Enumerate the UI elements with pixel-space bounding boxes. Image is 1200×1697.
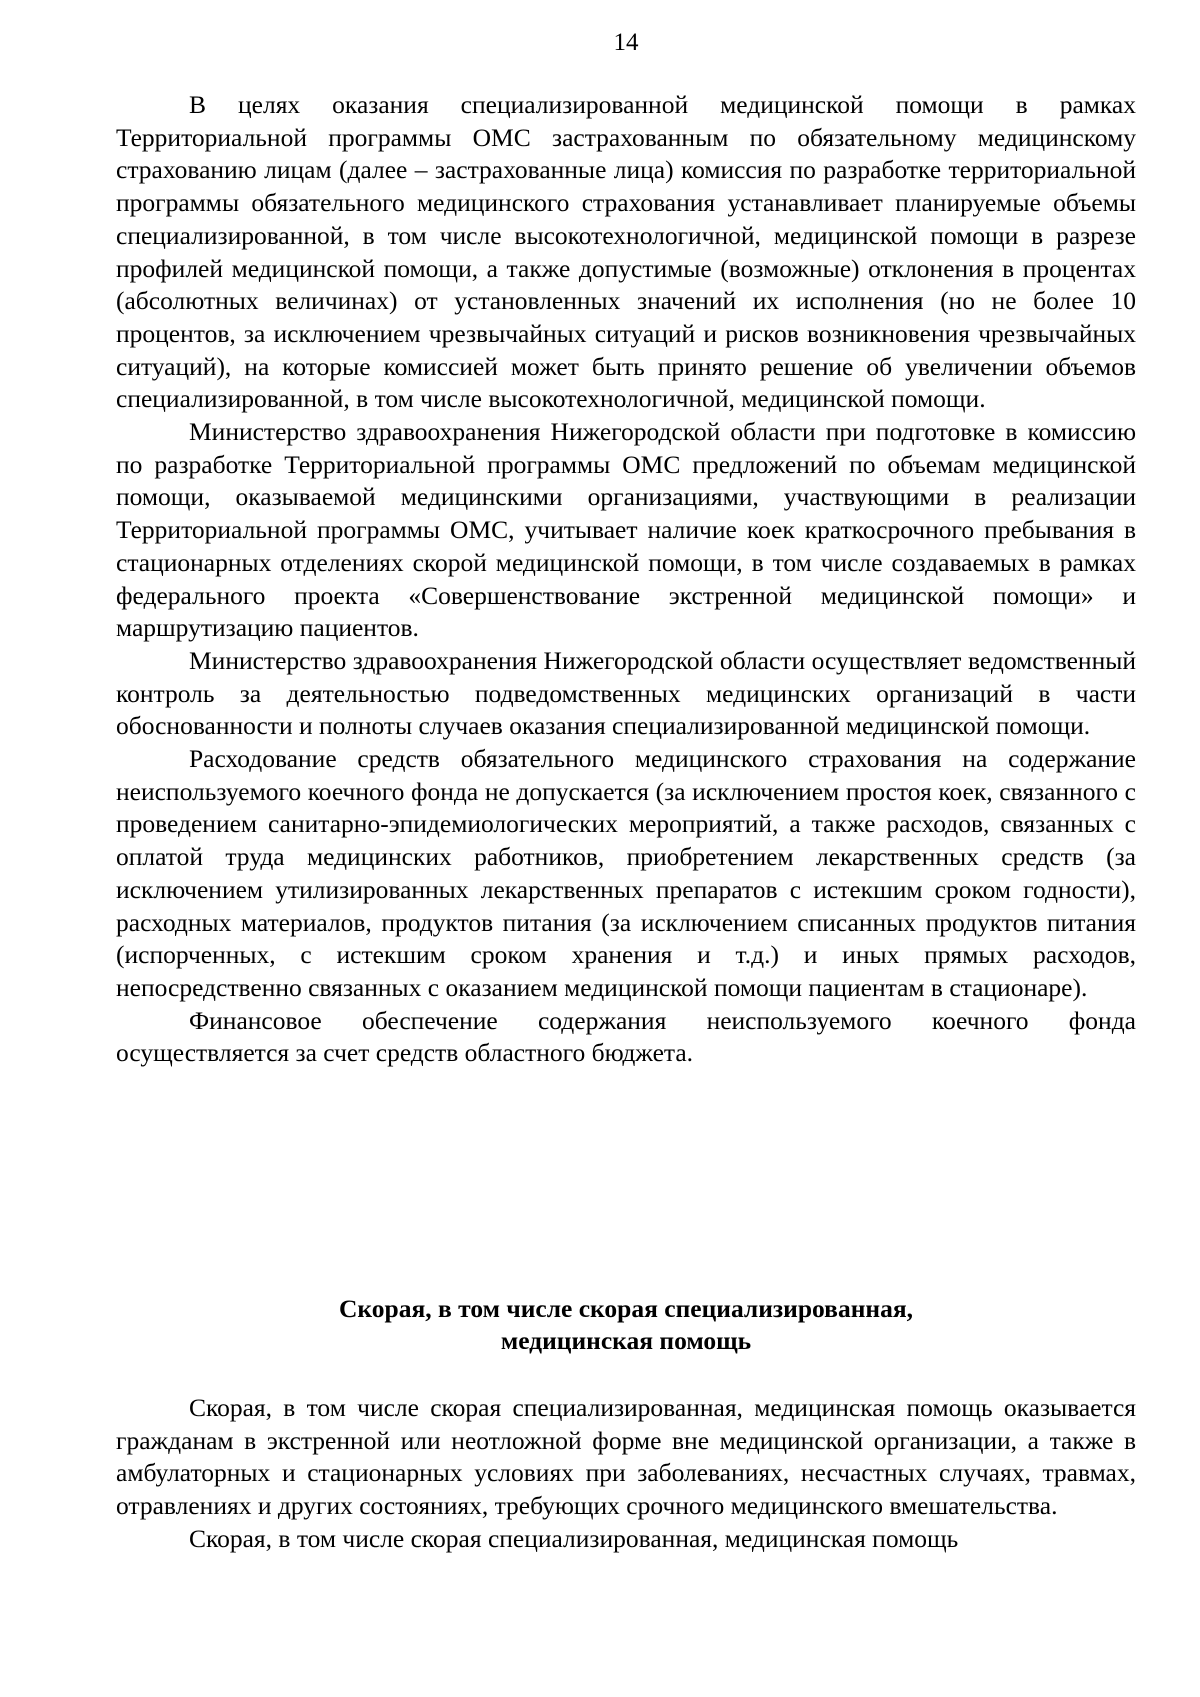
emergency-care-text <box>116 1392 1136 1556</box>
paragraph-emergency-care-continued: Скорая, в том числе скорая специализированная, медицинская помощь <box>189 1523 959 1553</box>
section-heading-line-1: Скорая, в том числе скорая специализированная, <box>338 1294 913 1323</box>
main-text <box>116 89 1136 1070</box>
paragraph-financing: Финансовое обеспечение содержания неиспользуемого коечного фонда осуществляется за счет средств областного бюджета. <box>116 1005 1136 1068</box>
paragraph-specialized-care-volumes: В целях оказания специализированной медицинской помощи в рамках Территориальной программы ОМС застрахованным по обязательному медицинскому страхованию лицам (далее – застрахованные лица) комиссия по разработке территориальной программы обязательного медицинского страхования устанавливает планируемые объемы специализированной, в том числе высокотехнологичной, медицинской помощи в разрезе профилей медицинской помощи, а также допустимые (возможные) отклонения в процентах (абсолютных величинах) от установленных значений их исполнения (но не более 10 процентов, за исключением чрезвычайных ситуаций и рисков возникновения чрезвычайных ситуаций), на которые комиссией может быть принято решение об увеличении объемов специализированной, в том числе высокотехнологичной, медицинской помощи. <box>116 90 1136 414</box>
paragraph-ministry-proposals: Министерство здравоохранения Нижегородской области при подготовке в комиссию по разработке Территориальной программы ОМС предложений по объемам медицинской помощи, оказываемой медицинскими организациями, участвующими в реализации Территориальной программы ОМС, учитывает наличие коек краткосрочного пребывания в стационарных отделениях скорой медицинской помощи, в том числе создаваемых в рамках федерального проекта «Совершенствование экстренной медицинской помощи» и маршрутизацию пациентов. <box>116 417 1136 643</box>
paragraph-emergency-care-definition: Скорая, в том числе скорая специализированная, медицинская помощь оказывается гражданам в экстренной или неотложной форме вне медицинской организации, а также в амбулаторных и стационарных условиях при заболеваниях, несчастных случаях, травмах, отравлениях и других состояниях, требующих срочного медицинского вмешательства. <box>116 1393 1136 1521</box>
paragraph-ministry-control: Министерство здравоохранения Нижегородской области осуществляет ведомственный контроль за деятельностью подведомственных медицинских организаций в части обоснованности и полноты случаев оказания специализированной медицинской помощи. <box>116 645 1136 741</box>
page-number: 14 <box>613 29 639 56</box>
paragraph-expenditure-rules: Расходование средств обязательного медицинского страхования на содержание неиспользуемого коечного фонда не допускается (за исключением простоя коек, связанного с проведением санитарно-эпидемиологических мероприятий, а также расходов, связанных с оплатой труда медицинских работников, приобретением лекарственных средств (за исключением утилизированных лекарственных препаратов с истекшим сроком годности), расходных материалов, продуктов питания (за исключением списанных продуктов питания (испорченных, с истекшим сроком хранения и т.д.) и иных прямых расходов, непосредственно связанных с оказанием медицинской помощи пациентам в стационаре). <box>116 744 1136 1002</box>
section-heading-emergency-care <box>116 1293 1136 1357</box>
document-page <box>116 0 1136 1697</box>
section-heading-line-2: медицинская помощь <box>500 1326 752 1355</box>
